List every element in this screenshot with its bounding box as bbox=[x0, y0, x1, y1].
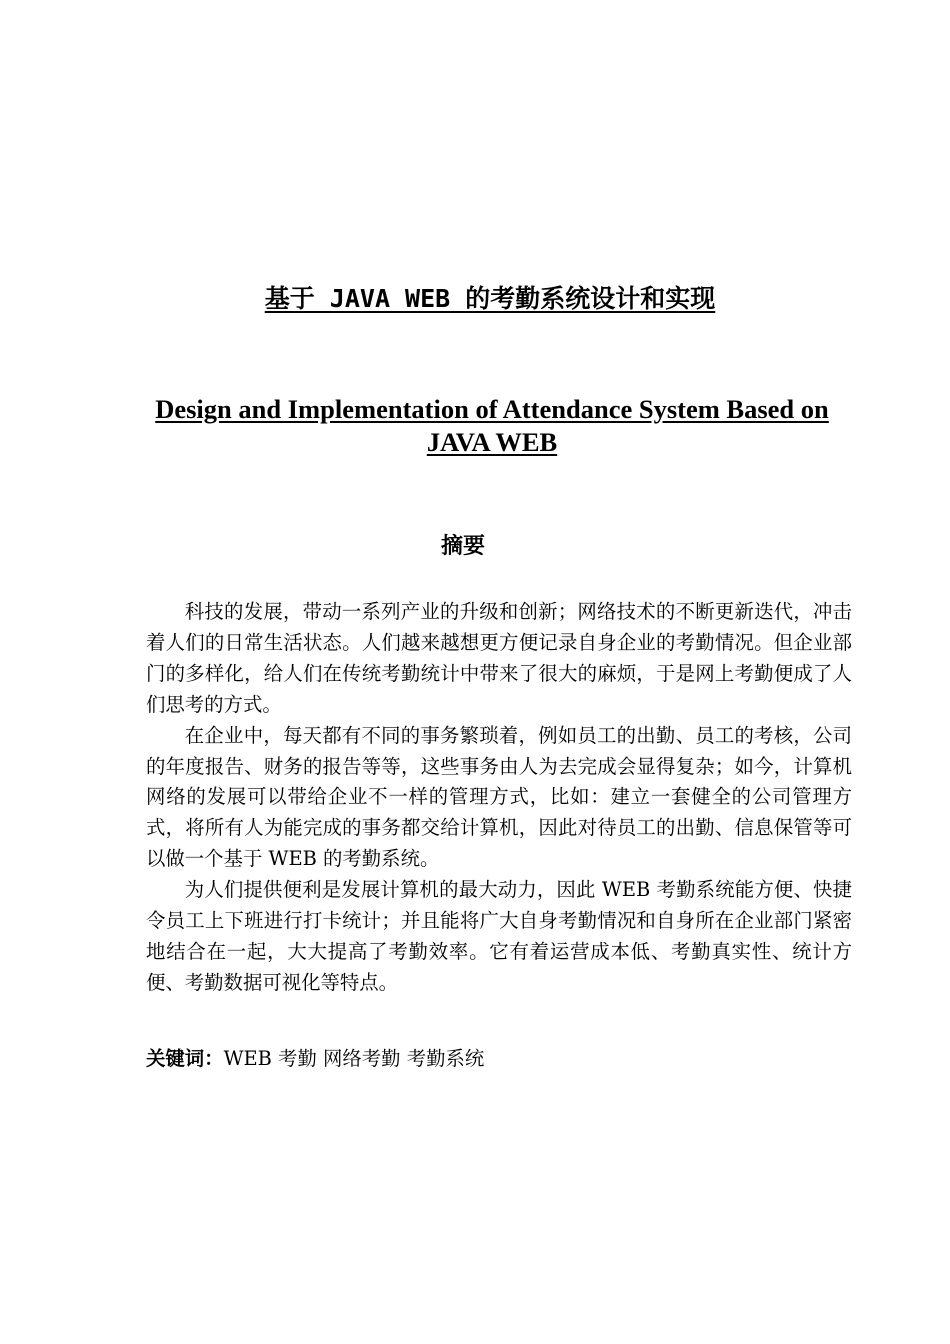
abstract-paragraph: 为人们提供便利是发展计算机的最大动力，因此 WEB 考勤系统能方便、快捷令员工上下班进行打卡统计；并且能将广大自身考勤情况和自身所在企业部门紧密地结合在一起，大大提高了考勤效率。它有着运营成本低、考勤真实性、统计方便、考勤数据可视化等特点。 bbox=[146, 878, 852, 994]
abstract-paragraph: 在企业中，每天都有不同的事务繁琐着，例如员工的出勤、员工的考核，公司的年度报告、财务的报告等等，这些事务由人为去完成会显得复杂；如今，计算机网络的发展可以带给企业不一样的管理方式，比如：建立一套健全的公司管理方式，将所有人为能完成的事务都交给计算机，因此对待员工的出勤、信息保管等可以做一个基于 WEB 的考勤系统。 bbox=[146, 723, 852, 871]
abstract-paragraph: 科技的发展，带动一系列产业的升级和创新；网络技术的不断更新迭代，冲击着人们的日常生活状态。人们越来越想更方便记录自身企业的考勤情况。但企业部门的多样化，给人们在传统考勤统计中带来了很大的麻烦，于是网上考勤便成了人们思考的方式。 bbox=[146, 600, 852, 716]
keywords-label: 关键词： bbox=[146, 1047, 224, 1070]
keywords-text: WEB 考勤 网络考勤 考勤系统 bbox=[223, 1047, 485, 1070]
english-title: Design and Implementation of Attendance System Based on JAVA WEB bbox=[155, 394, 829, 457]
abstract-body bbox=[146, 597, 852, 999]
chinese-title: 基于 JAVA WEB 的考勤系统设计和实现 bbox=[264, 284, 716, 313]
abstract-heading: 摘要 bbox=[440, 534, 485, 559]
keywords-line bbox=[146, 1044, 852, 1074]
